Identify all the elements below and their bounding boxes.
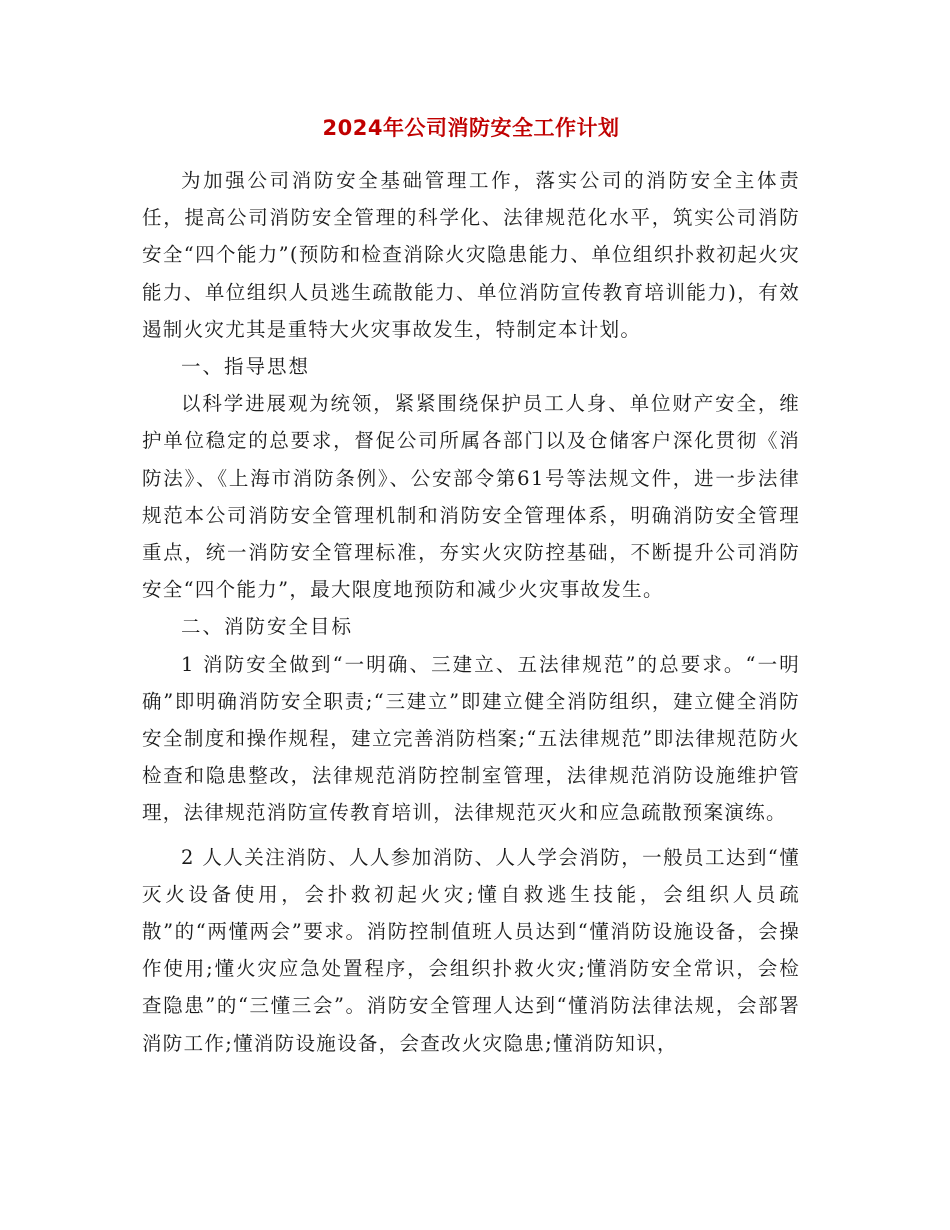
safety-goal-item-1: 1 消防安全做到“一明确、三建立、五法律规范”的总要求。“一明确”即明确消防安全职责;“三建立”即建立健全消防组织，建立健全消防安全制度和操作规程，建立完善消防档案;“五法律规范”即法律规范防火检查和隐患整改，法律规范消防控制室管理，法律规范消防设施维护管理，法律规范消防宣传教育培训，法律规范灭火和应急疏散预案演练。 — [142, 652, 800, 825]
section-heading-safety-goals: 二、消防安全目标 — [181, 615, 354, 639]
safety-goal-item-2: 2 人人关注消防、人人参加消防、人人学会消防，一般员工达到“懂灭火设备使用，会扑救初起火灾;懂自救逃生技能，会组织人员疏散”的“两懂两会”要求。消防控制值班人员达到“懂消防设施设备，会操作使用;懂火灾应急处置程序，会组织扑救火灾;懂消防安全常识，会检查隐患”的“三懂三会”。消防安全管理人达到“懂消防法律法规，会部署消防工作;懂消防设施设备，会查改火灾隐患;懂消防知识， — [142, 845, 800, 1055]
guiding-ideology-paragraph: 以科学进展观为统领，紧紧围绕保护员工人身、单位财产安全，维护单位稳定的总要求，督促公司所属各部门以及仓储客户深化贯彻《消防法》、《上海市消防条例》、公安部令第61号等法规文件，进一步法律规范本公司消防安全管理机制和消防安全管理体系，明确消防安全管理重点，统一消防安全管理标准，夯实火灾防控基础，不断提升公司消防安全“四个能力”，最大限度地预防和减少火灾事故发生。 — [142, 392, 800, 602]
paragraph-spacer — [142, 832, 800, 839]
document-title: 2024年公司消防安全工作计划 — [322, 116, 620, 140]
intro-paragraph: 为加强公司消防安全基础管理工作，落实公司的消防安全主体责任，提高公司消防安全管理的科学化、法律规范化水平，筑实公司消防安全“四个能力”(预防和检查消除火灾隐患能力、单位组织扑救初起火灾能力、单位组织人员逃生疏散能力、单位消防宣传教育培训能力)，有效遏制火灾尤其是重特大火灾事故发生，特制定本计划。 — [142, 169, 800, 341]
section-heading-guiding-ideology: 一、指导思想 — [181, 355, 311, 379]
